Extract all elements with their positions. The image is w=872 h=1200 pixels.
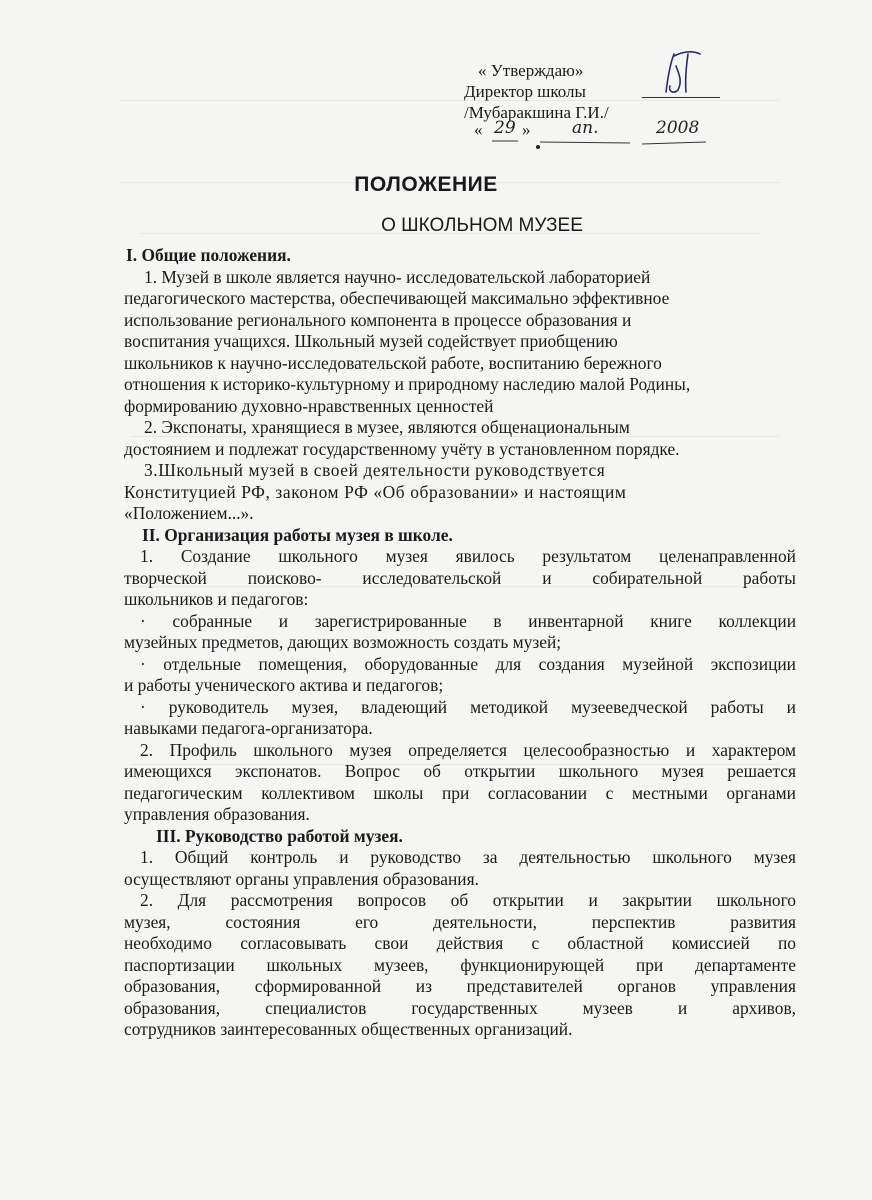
document-body: [124, 245, 796, 1041]
approval-name: /Мубаракшина Г.И./: [464, 103, 609, 122]
text-line: воспитания учащихся. Школьный музей содействует приобщению: [124, 331, 618, 351]
text-line: управления образования.: [124, 804, 310, 824]
document-subtitle: О ШКОЛЬНОМ МУЗЕЕ: [381, 215, 583, 236]
text-line: педагогического мастерства, обеспечивающей максимально эффективное: [124, 288, 670, 308]
list-item: · отдельные помещения, оборудованные для создания музейной экспозиции: [140, 653, 796, 674]
text-line: паспортизации школьных музеев, функционирующей при департаменте: [124, 954, 796, 975]
text-line: образования, сформированной из представителей органов управления: [124, 976, 796, 996]
text-line: имеющихся экспонатов. Вопрос об открытии школьного музея решается: [124, 761, 796, 781]
signature: [652, 46, 708, 98]
approval-position: Директор школы: [464, 82, 586, 101]
text-line: осуществляют органы управления образования.: [124, 868, 479, 889]
list-item: · собранные и зарегистрированные в инвентарной книге коллекции: [140, 610, 796, 631]
text-line: школьников к научно-исследовательской работе, воспитанию бережного: [124, 352, 662, 373]
text-line: навыками педагога-организатора.: [124, 718, 373, 738]
text-line: образования, специалистов государственных музеев и архивов,: [124, 997, 796, 1018]
text-line: 2. Для рассмотрения вопросов об открытии и закрытии школьного: [140, 890, 796, 910]
approval-block: [464, 60, 609, 123]
text-line: 3.Школьный музей в своей деятельности руководствуется: [144, 460, 606, 480]
section-heading-3: III. Руководство работой музея.: [156, 825, 403, 846]
date-underline: [474, 138, 714, 150]
text-line: сотрудников заинтересованных общественных организаций.: [124, 1019, 573, 1039]
text-line: «Положением...».: [124, 503, 254, 523]
text-line: школьников и педагогов:: [124, 589, 309, 609]
date-month: ап.: [572, 118, 599, 138]
text-line: Конституцией РФ, законом РФ «Об образовании» и настоящим: [124, 481, 627, 502]
date-open-quote: «: [474, 120, 483, 139]
text-line: музея, состояния его деятельности, перспектив развития: [124, 911, 796, 932]
text-line: музейных предметов, дающих возможность создать музей;: [124, 632, 562, 652]
text-line: 1. Создание школьного музея явилось результатом целенаправленной: [140, 546, 796, 566]
text-line: педагогическим коллективом школы при согласовании с местными органами: [124, 782, 796, 803]
text-line: 1. Общий контроль и руководство за деятельностью школьного музея: [140, 847, 796, 867]
text-line: использование регионального компонента в процессе образования и: [124, 309, 632, 330]
document-title: ПОЛОЖЕНИЕ: [354, 173, 498, 196]
section-heading-2: II. Организация работы музея в школе.: [142, 524, 453, 545]
list-item: · руководитель музея, владеющий методикой музееведческой работы и: [140, 696, 796, 717]
approval-date: [474, 120, 714, 160]
text-line: 2. Профиль школьного музея определяется целесообразностью и характером: [140, 739, 796, 760]
text-line: творческой поисково- исследовательской и собирательной работы: [124, 567, 796, 588]
bleed-through: [120, 100, 780, 101]
text-line: отношения к историко-культурному и природному наследию малой Родины,: [124, 374, 691, 394]
date-close-quote: »: [522, 120, 531, 139]
text-line: формированию духовно-нравственных ценностей: [124, 395, 494, 416]
text-line: 1. Музей в школе является научно- исследовательской лабораторией: [144, 266, 651, 287]
date-day: 29: [494, 118, 516, 138]
text-line: необходимо согласовывать свои действия с областной комиссией по: [124, 933, 796, 953]
approval-heading: « Утверждаю»: [478, 61, 584, 80]
date-year: 2008: [656, 118, 700, 138]
text-line: и работы ученического актива и педагогов;: [124, 675, 444, 695]
section-heading-1: I. Общие положения.: [126, 245, 291, 265]
text-line: 2. Экспонаты, хранящиеся в музее, являются общенациональным: [144, 417, 630, 437]
text-line: достоянием и подлежат государственному учёту в установленном порядке.: [124, 438, 680, 459]
